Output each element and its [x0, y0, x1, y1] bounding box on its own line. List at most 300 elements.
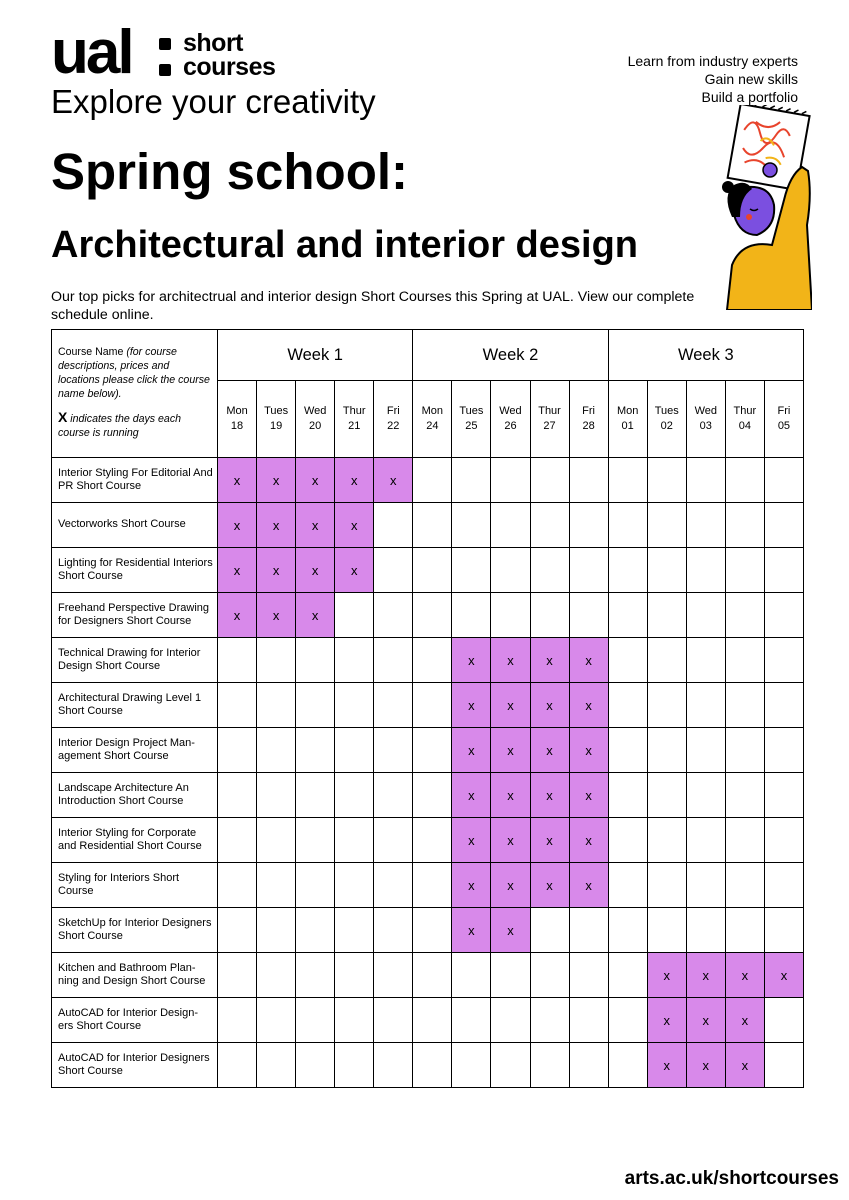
schedule-cell-empty — [764, 818, 803, 863]
schedule-cell-empty — [725, 728, 764, 773]
schedule-cell-running: x — [491, 908, 530, 953]
schedule-cell-empty — [764, 728, 803, 773]
schedule-cell-empty — [647, 458, 686, 503]
schedule-cell-running: x — [491, 638, 530, 683]
course-name-link[interactable]: SketchUp for Interior Designers Short Course — [52, 908, 218, 953]
schedule-cell-running: x — [530, 638, 569, 683]
schedule-cell-empty — [491, 503, 530, 548]
schedule-cell-empty — [686, 638, 725, 683]
schedule-cell-empty — [296, 953, 335, 998]
course-row — [52, 593, 804, 638]
x-note: indicates the days each course is running — [58, 413, 182, 439]
schedule-cell-empty — [530, 548, 569, 593]
schedule-cell-empty — [608, 908, 647, 953]
schedule-cell-empty — [218, 908, 257, 953]
day-name: Mon — [616, 405, 639, 417]
schedule-cell-empty — [608, 863, 647, 908]
schedule-cell-running: x — [218, 503, 257, 548]
schedule-cell-empty — [413, 998, 452, 1043]
day-date: 01 — [621, 420, 634, 432]
schedule-cell-empty — [335, 638, 374, 683]
schedule-cell-empty — [647, 773, 686, 818]
schedule-cell-empty — [569, 593, 608, 638]
schedule-cell-empty — [608, 503, 647, 548]
x-symbol: X — [58, 409, 68, 425]
course-column-header — [52, 330, 218, 458]
day-name: Wed — [499, 405, 522, 417]
day-header — [608, 381, 647, 458]
course-name-link[interactable]: Freehand Perspective Drawing for Designers Short Course — [52, 593, 218, 638]
schedule-cell-empty — [608, 773, 647, 818]
schedule-cell-empty — [764, 773, 803, 818]
schedule-cell-empty — [686, 683, 725, 728]
schedule-cell-empty — [491, 548, 530, 593]
schedule-cell-empty — [608, 998, 647, 1043]
day-date: 05 — [777, 420, 791, 432]
schedule-cell-running: x — [530, 773, 569, 818]
week-header-row — [52, 330, 804, 381]
schedule-cell-empty — [725, 908, 764, 953]
day-date: 04 — [738, 420, 751, 432]
schedule-cell-running: x — [335, 503, 374, 548]
schedule-cell-empty — [530, 458, 569, 503]
schedule-cell-empty — [647, 863, 686, 908]
course-row — [52, 773, 804, 818]
schedule-cell-empty — [686, 503, 725, 548]
benefit-item: Learn from industry experts — [627, 53, 798, 69]
schedule-cell-empty — [647, 503, 686, 548]
schedule-cell-empty — [335, 953, 374, 998]
course-name-link[interactable]: AutoCAD for Interior Designers Short Course — [52, 1043, 218, 1088]
schedule-cell-empty — [335, 683, 374, 728]
day-header — [647, 381, 686, 458]
schedule-cell-running: x — [257, 593, 296, 638]
schedule-cell-empty — [413, 953, 452, 998]
schedule-cell-empty — [686, 458, 725, 503]
schedule-cell-empty — [569, 998, 608, 1043]
schedule-cell-empty — [413, 593, 452, 638]
artist-illustration — [712, 105, 812, 310]
day-date: 26 — [504, 420, 517, 432]
schedule-cell-running: x — [569, 773, 608, 818]
schedule-cell-empty — [452, 998, 491, 1043]
schedule-cell-empty — [296, 1043, 335, 1088]
schedule-cell-running: x — [569, 863, 608, 908]
day-name: Thur — [733, 405, 757, 417]
day-name: Tues — [264, 405, 289, 417]
schedule-cell-empty — [374, 863, 413, 908]
schedule-cell-running: x — [335, 458, 374, 503]
schedule-cell-empty — [530, 1043, 569, 1088]
course-name-link[interactable]: Styling for Interiors Short Course — [52, 863, 218, 908]
schedule-cell-empty — [725, 458, 764, 503]
day-name: Fri — [777, 405, 791, 417]
schedule-cell-empty — [608, 728, 647, 773]
day-header — [218, 381, 257, 458]
schedule-cell-empty — [686, 728, 725, 773]
day-date: 28 — [582, 420, 595, 432]
schedule-cell-empty — [413, 818, 452, 863]
schedule-cell-empty — [608, 593, 647, 638]
day-name: Fri — [386, 405, 400, 417]
schedule-table — [51, 329, 804, 1088]
day-header — [257, 381, 296, 458]
course-name-link[interactable]: AutoCAD for Interior Design-ers Short Course — [52, 998, 218, 1043]
schedule-cell-empty — [452, 593, 491, 638]
course-name-link[interactable]: Interior Design Project Man-agement Short Course — [52, 728, 218, 773]
schedule-cell-empty — [374, 953, 413, 998]
schedule-cell-empty — [764, 863, 803, 908]
schedule-cell-empty — [647, 638, 686, 683]
schedule-cell-empty — [413, 638, 452, 683]
day-header — [335, 381, 374, 458]
course-name-note: (for course descriptions, prices and locations please click the course name below). — [58, 346, 210, 400]
schedule-cell-empty — [257, 683, 296, 728]
schedule-cell-empty — [335, 773, 374, 818]
logo-ual-text: ual — [51, 18, 132, 87]
course-name-link[interactable]: Vectorworks Short Course — [52, 503, 218, 548]
day-header — [686, 381, 725, 458]
schedule-cell-empty — [764, 458, 803, 503]
schedule-cell-empty — [296, 998, 335, 1043]
schedule-cell-empty — [764, 908, 803, 953]
course-row — [52, 818, 804, 863]
schedule-cell-empty — [569, 458, 608, 503]
schedule-cell-running: x — [491, 773, 530, 818]
schedule-cell-empty — [257, 818, 296, 863]
course-name-link[interactable]: Technical Drawing for Interior Design Short Course — [52, 638, 218, 683]
schedule-cell-empty — [452, 458, 491, 503]
schedule-cell-empty — [725, 863, 764, 908]
day-header — [491, 381, 530, 458]
schedule-cell-empty — [413, 908, 452, 953]
logo-short-courses — [183, 31, 275, 79]
schedule-cell-empty — [569, 503, 608, 548]
schedule-cell-empty — [335, 593, 374, 638]
schedule-cell-empty — [374, 638, 413, 683]
schedule-cell-running: x — [296, 548, 335, 593]
schedule-cell-running: x — [647, 953, 686, 998]
page-subtitle: Architectural and interior design — [51, 224, 638, 266]
schedule-cell-empty — [452, 503, 491, 548]
schedule-cell-empty — [764, 998, 803, 1043]
schedule-cell-empty — [608, 638, 647, 683]
schedule-cell-running: x — [491, 728, 530, 773]
day-date: 03 — [699, 420, 712, 432]
day-name: Thur — [538, 405, 561, 417]
schedule-cell-running: x — [686, 998, 725, 1043]
schedule-cell-empty — [296, 773, 335, 818]
day-name: Thur — [342, 405, 366, 417]
schedule-cell-empty — [374, 1043, 413, 1088]
schedule-cell-empty — [452, 953, 491, 998]
schedule-cell-running: x — [530, 728, 569, 773]
schedule-cell-running: x — [374, 458, 413, 503]
intro-text: Our top picks for architectrual and interior design Short Courses this Spring at UAL. View our complete schedule online. — [51, 289, 695, 323]
schedule-cell-empty — [764, 593, 803, 638]
schedule-cell-empty — [725, 773, 764, 818]
schedule-cell-empty — [725, 638, 764, 683]
schedule-cell-empty — [686, 863, 725, 908]
schedule-cell-empty — [569, 953, 608, 998]
footer-url[interactable]: arts.ac.uk/shortcourses — [624, 1168, 839, 1189]
course-name-link[interactable]: Architectural Drawing Level 1 Short Course — [52, 683, 218, 728]
course-row — [52, 728, 804, 773]
schedule-cell-empty — [296, 908, 335, 953]
schedule-cell-running: x — [569, 638, 608, 683]
schedule-cell-running: x — [647, 1043, 686, 1088]
schedule-cell-empty — [491, 998, 530, 1043]
course-row — [52, 683, 804, 728]
schedule-cell-empty — [413, 728, 452, 773]
day-name: Wed — [694, 405, 717, 417]
schedule-cell-empty — [413, 773, 452, 818]
day-header — [296, 381, 335, 458]
schedule-cell-running: x — [257, 503, 296, 548]
schedule-cell-running: x — [569, 728, 608, 773]
schedule-cell-empty — [608, 818, 647, 863]
day-header — [374, 381, 413, 458]
day-name: Tues — [459, 405, 484, 417]
logo-line-1: short — [183, 29, 243, 57]
schedule-cell-empty — [725, 818, 764, 863]
schedule-cell-empty — [257, 728, 296, 773]
day-date: 19 — [269, 420, 283, 432]
week-header: Week 3 — [608, 330, 803, 381]
benefit-item: Build a portfolio — [701, 89, 798, 105]
schedule-cell-empty — [530, 593, 569, 638]
schedule-cell-empty — [218, 1043, 257, 1088]
schedule-cell-empty — [335, 1043, 374, 1088]
schedule-cell-running: x — [296, 503, 335, 548]
schedule-cell-empty — [491, 458, 530, 503]
schedule-cell-empty — [413, 548, 452, 593]
logo-line-2: courses — [183, 53, 276, 81]
day-date: 25 — [465, 420, 478, 432]
benefit-item: Gain new skills — [704, 71, 798, 87]
schedule-cell-empty — [608, 683, 647, 728]
schedule-cell-empty — [725, 548, 764, 593]
schedule-cell-running: x — [218, 548, 257, 593]
course-row — [52, 548, 804, 593]
schedule-cell-empty — [569, 908, 608, 953]
course-row — [52, 908, 804, 953]
schedule-cell-empty — [335, 908, 374, 953]
schedule-cell-running: x — [257, 548, 296, 593]
day-header — [569, 381, 608, 458]
schedule-cell-empty — [218, 953, 257, 998]
schedule-cell-running: x — [647, 998, 686, 1043]
schedule-cell-empty — [647, 728, 686, 773]
schedule-cell-running: x — [218, 593, 257, 638]
schedule-cell-empty — [218, 818, 257, 863]
day-date: 27 — [543, 420, 556, 432]
schedule-cell-running: x — [569, 818, 608, 863]
schedule-cell-empty — [335, 818, 374, 863]
schedule-cell-running: x — [725, 998, 764, 1043]
day-header — [413, 381, 452, 458]
schedule-cell-empty — [374, 908, 413, 953]
day-name: Mon — [226, 405, 248, 417]
schedule-cell-running: x — [452, 818, 491, 863]
schedule-cell-empty — [296, 818, 335, 863]
schedule-cell-empty — [296, 863, 335, 908]
schedule-cell-empty — [530, 953, 569, 998]
course-name-link[interactable]: Interior Styling for Corporate and Residential Short Course — [52, 818, 218, 863]
schedule-cell-empty — [530, 908, 569, 953]
schedule-cell-empty — [686, 818, 725, 863]
schedule-cell-empty — [374, 728, 413, 773]
schedule-cell-empty — [374, 683, 413, 728]
schedule-cell-running: x — [452, 638, 491, 683]
course-row — [52, 458, 804, 503]
course-name-link[interactable]: Landscape Architecture An Introduction Short Course — [52, 773, 218, 818]
day-date: 02 — [660, 420, 673, 432]
day-date: 20 — [309, 420, 322, 432]
course-row — [52, 503, 804, 548]
schedule-cell-empty — [764, 1043, 803, 1088]
day-header — [530, 381, 569, 458]
schedule-cell-empty — [218, 683, 257, 728]
schedule-cell-empty — [374, 593, 413, 638]
schedule-cell-empty — [296, 683, 335, 728]
schedule-cell-running: x — [257, 458, 296, 503]
schedule-cell-empty — [764, 638, 803, 683]
schedule-cell-empty — [608, 458, 647, 503]
schedule-cell-running: x — [491, 863, 530, 908]
schedule-cell-empty — [764, 503, 803, 548]
schedule-cell-running: x — [686, 1043, 725, 1088]
schedule-cell-empty — [335, 863, 374, 908]
schedule-cell-empty — [686, 773, 725, 818]
schedule-cell-empty — [218, 728, 257, 773]
schedule-cell-empty — [686, 548, 725, 593]
course-name-link[interactable]: Kitchen and Bathroom Plan-ning and Design Short Course — [52, 953, 218, 998]
schedule-cell-empty — [218, 773, 257, 818]
schedule-cell-empty — [218, 638, 257, 683]
week-header: Week 1 — [218, 330, 413, 381]
schedule-cell-empty — [296, 728, 335, 773]
schedule-cell-empty — [569, 548, 608, 593]
schedule-cell-running: x — [725, 1043, 764, 1088]
schedule-cell-running: x — [218, 458, 257, 503]
schedule-cell-empty — [725, 683, 764, 728]
schedule-cell-running: x — [452, 773, 491, 818]
schedule-cell-empty — [257, 638, 296, 683]
schedule-cell-empty — [647, 908, 686, 953]
schedule-cell-empty — [686, 593, 725, 638]
schedule-cell-empty — [413, 1043, 452, 1088]
schedule-cell-empty — [725, 503, 764, 548]
schedule-cell-empty — [374, 818, 413, 863]
schedule-cell-empty — [452, 1043, 491, 1088]
schedule-cell-empty — [530, 998, 569, 1043]
course-row — [52, 638, 804, 683]
benefits-list — [628, 52, 798, 106]
schedule-cell-running: x — [452, 863, 491, 908]
schedule-cell-running: x — [686, 953, 725, 998]
schedule-cell-empty — [491, 1043, 530, 1088]
course-row — [52, 863, 804, 908]
schedule-cell-empty — [686, 908, 725, 953]
schedule-cell-running: x — [452, 683, 491, 728]
schedule-cell-running: x — [530, 863, 569, 908]
schedule-cell-running: x — [569, 683, 608, 728]
schedule-cell-running: x — [335, 548, 374, 593]
schedule-cell-running: x — [725, 953, 764, 998]
schedule-cell-empty — [257, 863, 296, 908]
schedule-cell-running: x — [530, 818, 569, 863]
schedule-cell-empty — [647, 593, 686, 638]
schedule-cell-empty — [413, 503, 452, 548]
day-header — [452, 381, 491, 458]
schedule-cell-empty — [764, 683, 803, 728]
schedule-cell-running: x — [452, 908, 491, 953]
schedule-cell-running: x — [296, 458, 335, 503]
course-name-link[interactable]: Interior Styling For Editorial And PR Short Course — [52, 458, 218, 503]
schedule-cell-empty — [608, 1043, 647, 1088]
schedule-cell-empty — [257, 998, 296, 1043]
schedule-cell-empty — [647, 548, 686, 593]
schedule-cell-empty — [530, 503, 569, 548]
schedule-cell-empty — [374, 773, 413, 818]
schedule-cell-running: x — [530, 683, 569, 728]
schedule-cell-empty — [764, 548, 803, 593]
schedule-cell-empty — [413, 458, 452, 503]
week-header: Week 2 — [413, 330, 608, 381]
day-name: Wed — [303, 405, 327, 417]
schedule-cell-empty — [374, 503, 413, 548]
schedule-cell-running: x — [296, 593, 335, 638]
day-header — [725, 381, 764, 458]
schedule-cell-running: x — [452, 728, 491, 773]
day-header — [764, 381, 803, 458]
schedule-cell-empty — [374, 548, 413, 593]
schedule-cell-empty — [647, 818, 686, 863]
day-date: 24 — [426, 420, 439, 432]
schedule-cell-empty — [413, 863, 452, 908]
schedule-cell-empty — [257, 1043, 296, 1088]
day-name: Tues — [654, 405, 679, 417]
schedule-cell-empty — [257, 908, 296, 953]
course-row — [52, 1043, 804, 1088]
course-row — [52, 998, 804, 1043]
day-name: Mon — [421, 405, 444, 417]
schedule-cell-empty — [335, 998, 374, 1043]
schedule-cell-empty — [335, 728, 374, 773]
schedule-cell-empty — [491, 593, 530, 638]
schedule-cell-running: x — [764, 953, 803, 998]
schedule-cell-empty — [413, 683, 452, 728]
day-date: 18 — [230, 420, 244, 432]
page-title: Spring school: — [51, 143, 408, 200]
schedule-cell-empty — [374, 998, 413, 1043]
course-row — [52, 953, 804, 998]
course-name-label: Course Name — [58, 346, 124, 358]
course-name-link[interactable]: Lighting for Residential Interiors Short Course — [52, 548, 218, 593]
day-date: 22 — [387, 420, 400, 432]
schedule-cell-empty — [296, 638, 335, 683]
schedule-cell-empty — [452, 548, 491, 593]
day-name: Fri — [582, 405, 595, 417]
day-date: 21 — [348, 420, 361, 432]
schedule-cell-empty — [218, 998, 257, 1043]
schedule-cell-empty — [257, 773, 296, 818]
schedule-cell-running: x — [491, 818, 530, 863]
tagline: Explore your creativity — [51, 83, 376, 120]
schedule-cell-empty — [608, 953, 647, 998]
schedule-cell-empty — [569, 1043, 608, 1088]
